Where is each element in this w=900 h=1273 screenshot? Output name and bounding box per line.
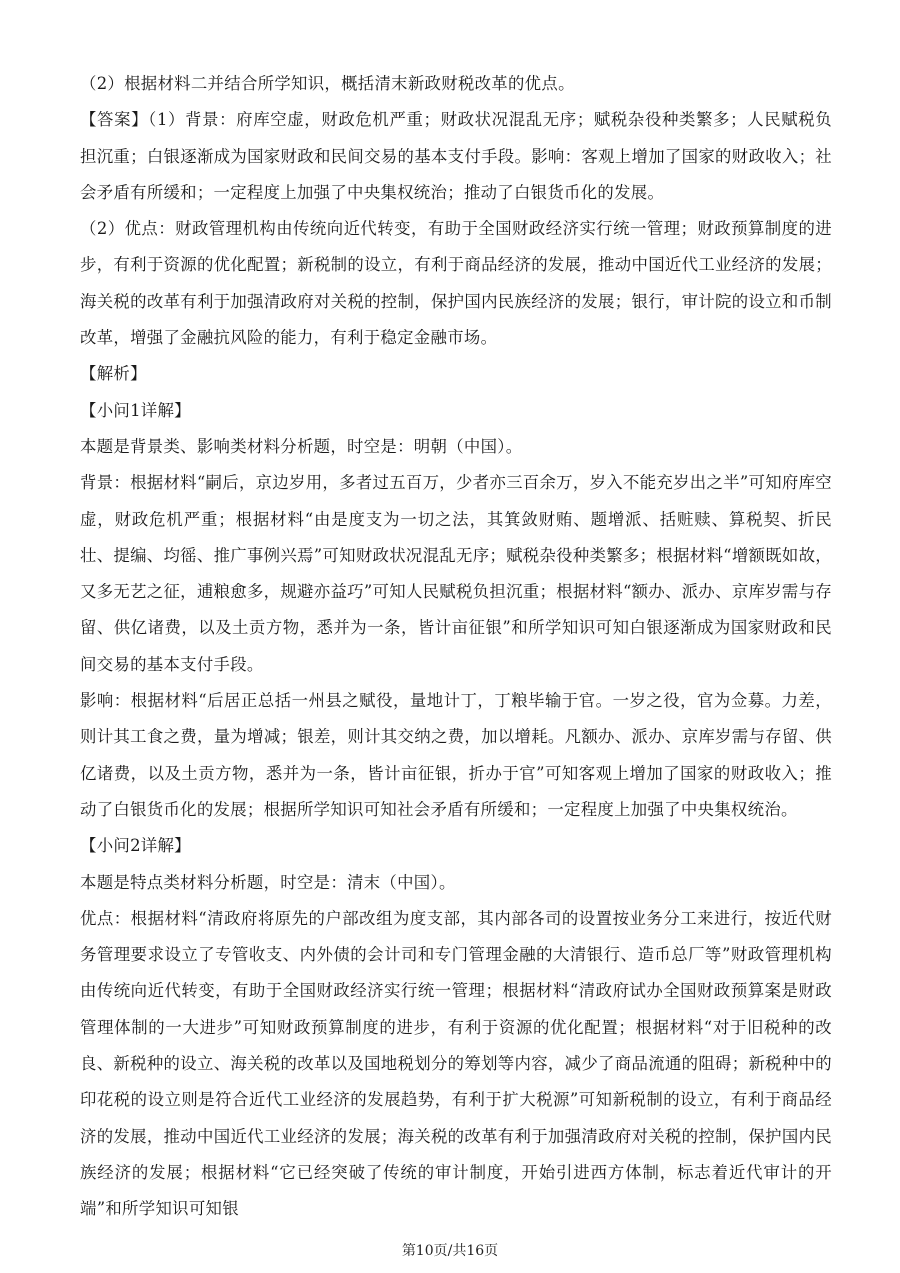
document-body <box>80 66 832 1228</box>
question-part-2: （2）根据材料二并结合所学知识，概括清末新政财税改革的优点。 <box>80 74 575 93</box>
subquestion-1-intro: 本题是背景类、影响类材料分析题，时空是：明朝（中国）。 <box>80 436 523 456</box>
analysis-heading: 【解析】 <box>80 364 147 384</box>
subquestion-1-background: 背景：根据材料“嗣后，京边岁用，多者过五百万，少者亦三百余万，岁入不能充岁出之半”可知府库空虚，财政危机严重；根据材料“由是度支为一切之法，其箕敛财贿、题增派、括赃赎、算税契、折民壮、提编、均徭、推广事例兴焉”可知财政状况混乱无序；赋税杂役种类繁多；根据材料“增额既如故，又多无艺之征，逋粮愈多，规避亦益巧”可知人民赋税负担沉重；根据材料“额办、派办、京库岁需与存留、供亿诸费，以及土贡方物，悉并为一条，皆计亩征银”和所学知识可知白银逐渐成为国家财政和民间交易的基本支付手段。 <box>80 473 832 674</box>
answer-part-2: （2）优点：财政管理机构由传统向近代转变，有助于全国财政经济实行统一管理；财政预算制度的进步，有利于资源的优化配置；新税制的设立，有利于商品经济的发展，推动中国近代工业经济的发展；海关税的改革有利于加强清政府对关税的控制，保护国内民族经济的发展；银行，审计院的设立和币制改革，增强了金融抗风险的能力，有利于稳定金融市场。 <box>80 219 832 348</box>
answer-part-1: 【答案】（1）背景：府库空虚，财政危机严重；财政状况混乱无序；赋税杂役种类繁多；人民赋税负担沉重；白银逐渐成为国家财政和民间交易的基本支付手段。影响：客观上增加了国家的财政收入；社会矛盾有所缓和；一定程度上加强了中央集权统治；推动了白银货币化的发展。 <box>80 110 832 202</box>
subquestion-2-advantages: 优点：根据材料“清政府将原先的户部改组为度支部，其内部各司的设置按业务分工来进行，按近代财务管理要求设立了专管收支、内外债的会计司和专门管理金融的大清银行、造币总厂等”财政管理机构由传统向近代转变，有助于全国财政经济实行统一管理；根据材料“清政府试办全国财政预算案是财政管理体制的一大进步”可知财政预算制度的进步，有利于资源的优化配置；根据材料“对于旧税种的改良、新税种的设立、海关税的改革以及国地税划分的筹划等内容，减少了商品流通的阻碍；新税种中的印花税的设立则是符合近代工业经济的发展趋势，有利于扩大税源”可知新税制的设立，有利于商品经济的发展，推动中国近代工业经济的发展；海关税的改革有利于加强清政府对关税的控制，保护国内民族经济的发展；根据材料“它已经突破了传统的审计制度，开始引进西方体制，标志着近代审计的开端”和所学知识可知银 <box>80 908 832 1219</box>
page-footer: 第10页/共16页 <box>401 1243 499 1259</box>
subquestion-2-heading: 【小问2详解】 <box>80 836 191 856</box>
subquestion-2-intro: 本题是特点类材料分析题，时空是：清末（中国）。 <box>80 872 456 892</box>
subquestion-1-heading: 【小问1详解】 <box>80 400 191 420</box>
subquestion-1-impact: 影响：根据材料“后居正总括一州县之赋役，量地计丁，丁粮毕输于官。一岁之役，官为佥募。力差，则计其工食之费，量为增减；银差，则计其交纳之费，加以增耗。凡额办、派办、京库岁需与存留、供亿诸费，以及土贡方物，悉并为一条，皆计亩征银，折办于官”可知客观上增加了国家的财政收入；推动了白银货币化的发展；根据所学知识可知社会矛盾有所缓和；一定程度上加强了中央集权统治。 <box>80 691 832 819</box>
